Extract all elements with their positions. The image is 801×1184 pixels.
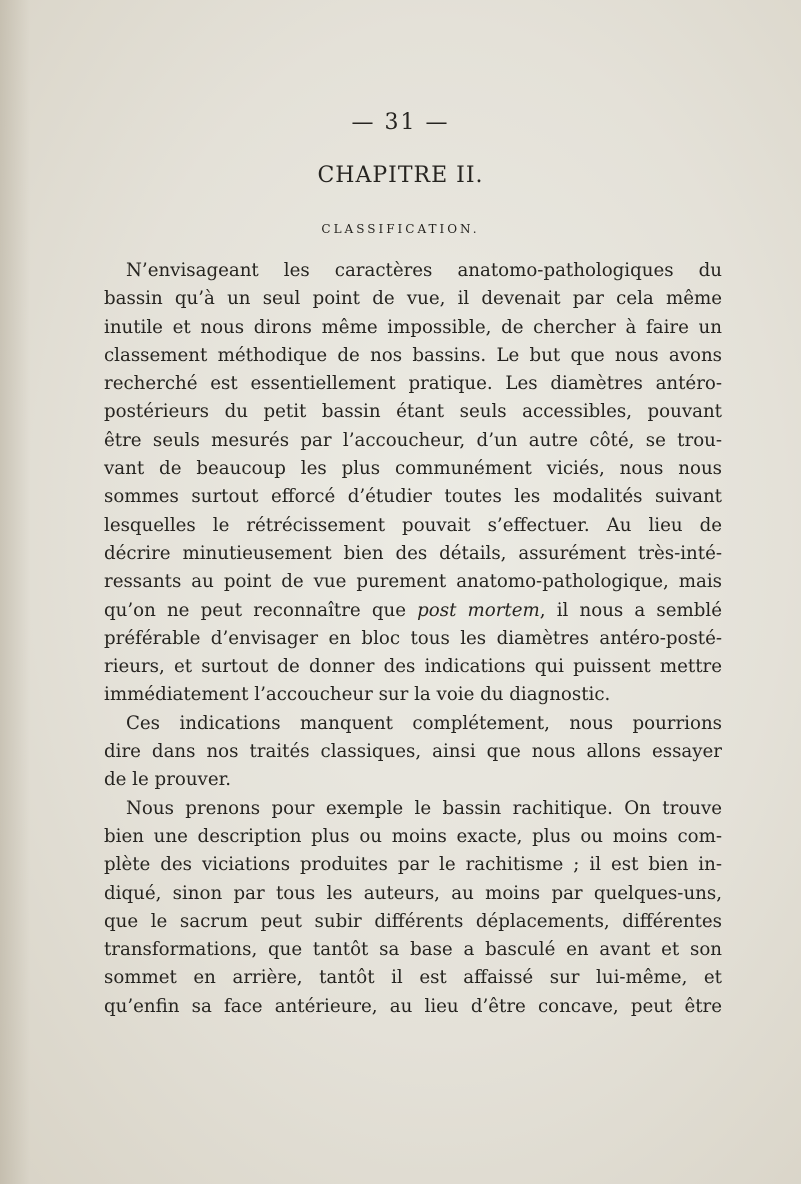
text-line: [104, 597, 722, 625]
text-line: Nous prenons pour exemple le bassin rachitique. On trouve: [126, 797, 722, 819]
text-line: sommet en arrière, tantôt il est affaissé sur lui-même, et: [104, 967, 722, 989]
text-line: rieurs, et surtout de donner des indications qui puissent mettre: [104, 656, 722, 678]
text-line: N’envisageant les caractères anatomo-pathologiques du: [126, 260, 722, 281]
text-line: sommes surtout efforcé d’étudier toutes les modalités suivant: [104, 486, 722, 508]
text-line: préférable d’envisager en bloc tous les diamètres antéro-posté-: [104, 627, 722, 649]
text-line: décrire minutieusement bien des détails, assurément très-inté-: [104, 542, 722, 564]
text-line: bassin qu’à un seul point de vue, il devenait par cela même: [104, 288, 722, 310]
text-line: qu’enfin sa face antérieure, au lieu d’être concave, peut être: [104, 995, 722, 1017]
page-number: — 31 —: [351, 110, 450, 135]
text-segment: , il nous a semblé: [539, 599, 722, 621]
body-text: [104, 257, 722, 1021]
text-segment: qu’on ne peut reconnaître que: [104, 599, 418, 621]
text-line: transformations, que tantôt sa base a basculé en avant et son: [104, 939, 722, 961]
text-line: vant de beaucoup les plus communément viciés, nous nous: [104, 458, 722, 480]
text-line: recherché est essentiellement pratique. Les diamètres antéro-: [104, 373, 722, 395]
text-line: inutile et nous dirons même impossible, de chercher à faire un: [104, 316, 722, 338]
text-line: être seuls mesurés par l’accoucheur, d’un autre côté, se trou-: [104, 429, 722, 451]
text-line: immédiatement l’accoucheur sur la voie du diagnostic.: [104, 684, 611, 706]
text-line: que le sacrum peut subir différents déplacements, différentes: [104, 910, 722, 932]
chapter-title: CHAPITRE II.: [317, 163, 484, 188]
text-line: plète des viciations produites par le rachitisme ; il est bien in-: [104, 854, 722, 876]
text-line: de le prouver.: [104, 769, 232, 791]
text-line: diqué, sinon par tous les auteurs, au moins par quelques-uns,: [104, 882, 722, 904]
text-line: ressants au point de vue purement anatomo-pathologique, mais: [104, 571, 722, 593]
text-line: classement méthodique de nos bassins. Le but que nous avons: [104, 344, 722, 366]
text-line: dire dans nos traités classiques, ainsi que nous allons essayer: [104, 741, 722, 763]
text-line: Ces indications manquent complétement, nous pourrions: [126, 712, 722, 734]
text-line: lesquelles le rétrécissement pouvait s’effectuer. Au lieu de: [104, 514, 722, 536]
section-title: CLASSIFICATION.: [321, 222, 480, 236]
text-line: postérieurs du petit bassin étant seuls accessibles, pouvant: [104, 401, 722, 423]
italic-term: post mortem: [417, 599, 540, 621]
text-line: bien une description plus ou moins exacte, plus ou moins com-: [104, 825, 722, 847]
